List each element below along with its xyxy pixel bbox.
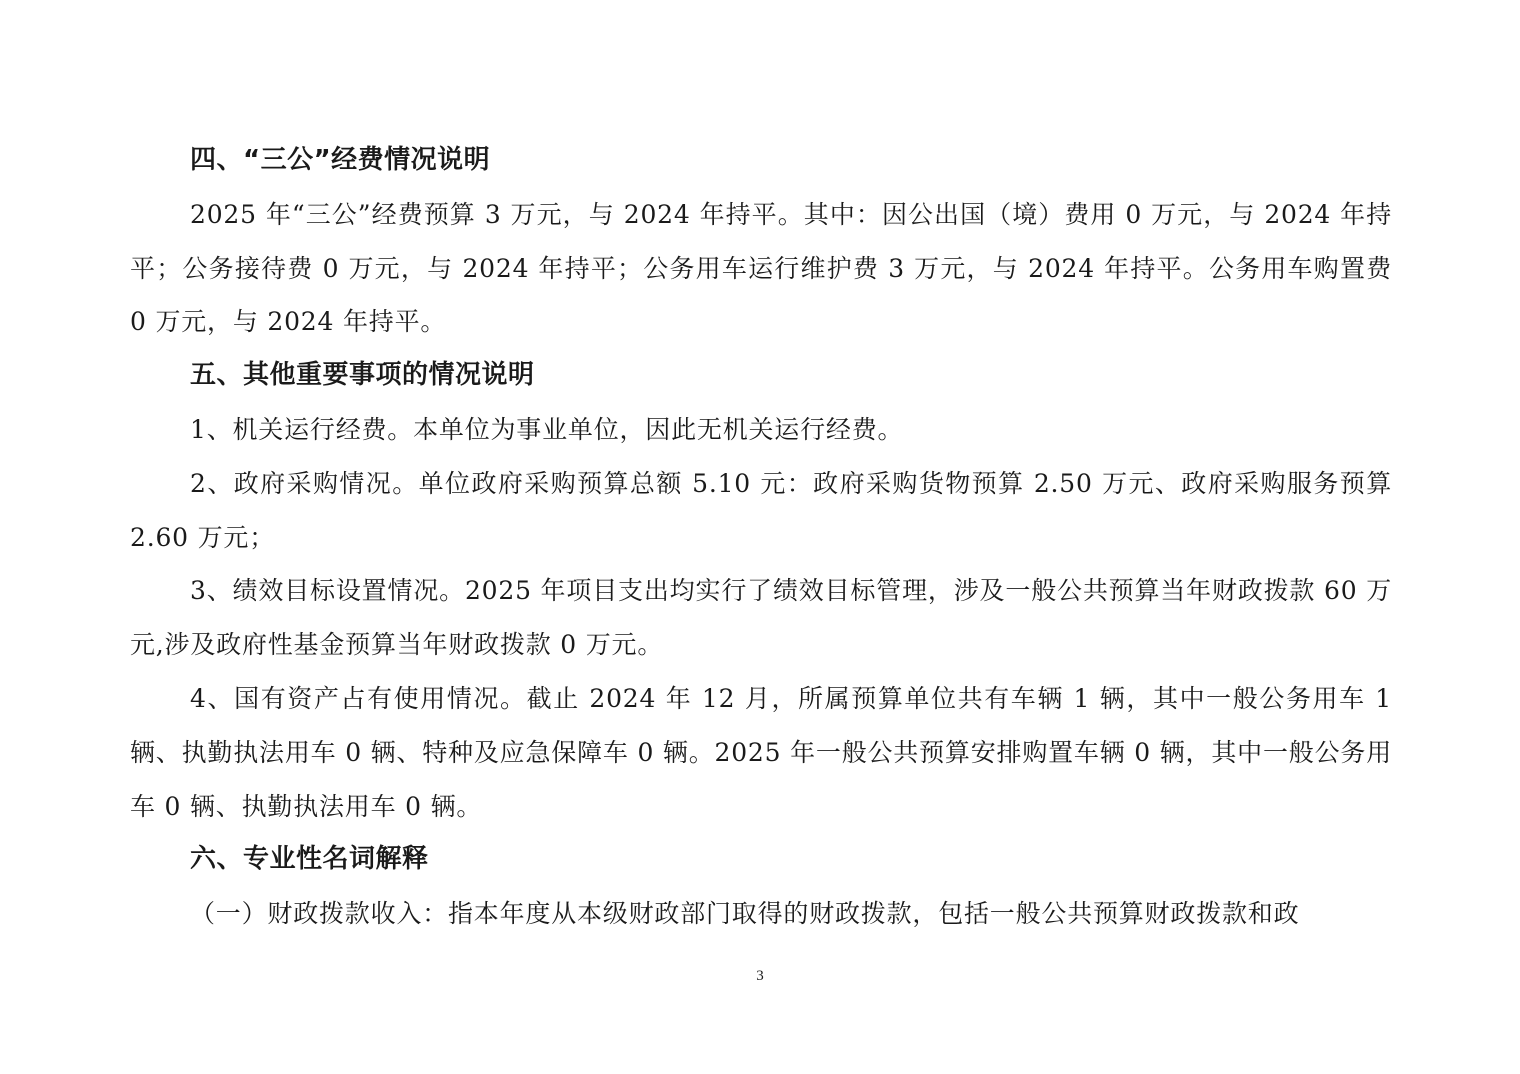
section-heading-5: 五、其他重要事项的情况说明: [190, 360, 535, 391]
three-public-expenses-paragraph: 2025 年“三公”经费预算 3 万元，与 2024 年持平。其中：因公出国（境）费用 0 万元，与 2024 年持平；公务接待费 0 万元，与 2024 年持平；公务用车运行维护费 3 万元，与 2024 年持平。公务用车购置费 0 万元，与 2024 年持平。: [130, 199, 1392, 337]
item-4-paragraph: 4、国有资产占有使用情况。截止 2024 年 12 月，所属预算单位共有车辆 1 辆，其中一般公务用车 1 辆、执勤执法用车 0 辆、特种及应急保障车 0 辆。2025 年一般公共预算安排购置车辆 0 辆，其中一般公务用车 0 辆、执勤执法用车 0 辆。: [130, 683, 1392, 821]
term-1-paragraph: （一）财政拨款收入：指本年度从本级财政部门取得的财政拨款，包括一般公共预算财政拨款和政: [190, 899, 1300, 929]
item-2-paragraph: 2、政府采购情况。单位政府采购预算总额 5.10 元：政府采购货物预算 2.50 万元、政府采购服务预算 2.60 万元；: [130, 468, 1392, 552]
item-3-paragraph: 3、绩效目标设置情况。2025 年项目支出均实行了绩效目标管理，涉及一般公共预算当年财政拨款 60 万元,涉及政府性基金预算当年财政拨款 0 万元。: [130, 576, 1392, 660]
section-heading-6: 六、专业性名词解释: [190, 844, 429, 875]
section-heading-4: 四、“三公”经费情况说明: [190, 145, 491, 175]
item-1-paragraph: 1、机关运行经费。本单位为事业单位，因此无机关运行经费。: [190, 414, 904, 444]
document-body: [130, 134, 1392, 941]
page-number: 3: [756, 968, 764, 984]
